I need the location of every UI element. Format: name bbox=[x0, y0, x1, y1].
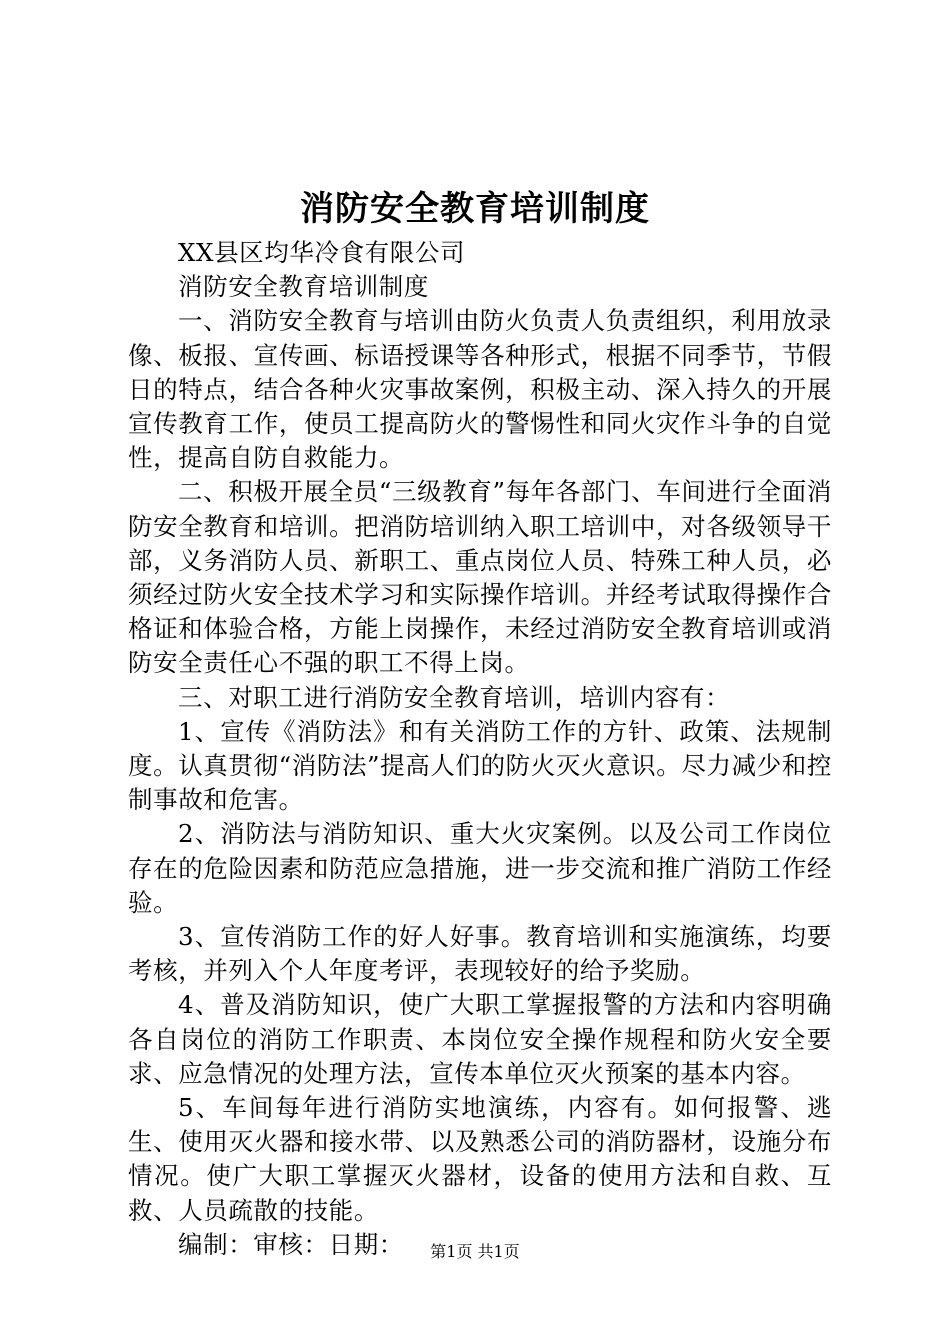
page-number: 第1页 共1页 bbox=[430, 1242, 520, 1261]
subtitle: 消防安全教育培训制度 bbox=[178, 272, 429, 302]
paragraph-item-4: 4、普及消防知识，使广大职工掌握报警的方法和内容明确各自岗位的消防工作职责、本岗位安全操作规程和防火安全要求、应急情况的处理方法，宣传本单位灭火预案的基本内容。 bbox=[128, 990, 832, 1088]
paragraph-section-2: 二、积极开展全员“三级教育”每年各部门、车间进行全面消防安全教育和培训。把消防培训纳入职工培训中，对各级领导干部，义务消防人员、新职工、重点岗位人员、特殊工种人员，必须经过防火安全技术学习和实际操作培训。并经考试取得操作合格证和体验合格，方能上岗操作，未经过消防安全教育培训或消防安全责任心不强的职工不得上岗。 bbox=[128, 477, 832, 678]
paragraph-item-3: 3、宣传消防工作的好人好事。教育培训和实施演练，均要考核，并列入个人年度考评，表现较好的给予奖励。 bbox=[128, 922, 832, 986]
document-title: 消防安全教育培训制度 bbox=[300, 189, 650, 229]
document-body bbox=[128, 236, 832, 1262]
company-name: XX县区均华冷食有限公司 bbox=[178, 238, 466, 267]
paragraph-section-3: 三、对职工进行消防安全教育培训，培训内容有： bbox=[178, 682, 731, 712]
paragraph-section-1: 一、消防安全教育与培训由防火负责人负责组织，利用放录像、板报、宣传画、标语授课等各种形式，根据不同季节，节假日的特点，结合各种火灾事故案例，积极主动、深入持久的开展宣传教育工作，使员工提高防火的警惕性和同火灾作斗争的自觉性，提高自防自救能力。 bbox=[128, 306, 832, 473]
paragraph-item-2: 2、消防法与消防知识、重大火灾案例。以及公司工作岗位存在的危险因素和防范应急措施，进一步交流和推广消防工作经验。 bbox=[128, 819, 832, 917]
paragraph-item-5: 5、车间每年进行消防实地演练，内容有。如何报警、逃生、使用灭火器和接水带、以及熟悉公司的消防器材，设施分布情况。使广大职工掌握灭火器材，设备的使用方法和自救、互救、人员疏散的技能。 bbox=[128, 1093, 832, 1225]
paragraph-item-1: 1、宣传《消防法》和有关消防工作的方针、政策、法规制度。认真贯彻“消防法”提高人们的防火灭火意识。尽力减少和控制事故和危害。 bbox=[128, 716, 832, 815]
signature-line: 编制：审核：日期： bbox=[178, 1229, 404, 1259]
